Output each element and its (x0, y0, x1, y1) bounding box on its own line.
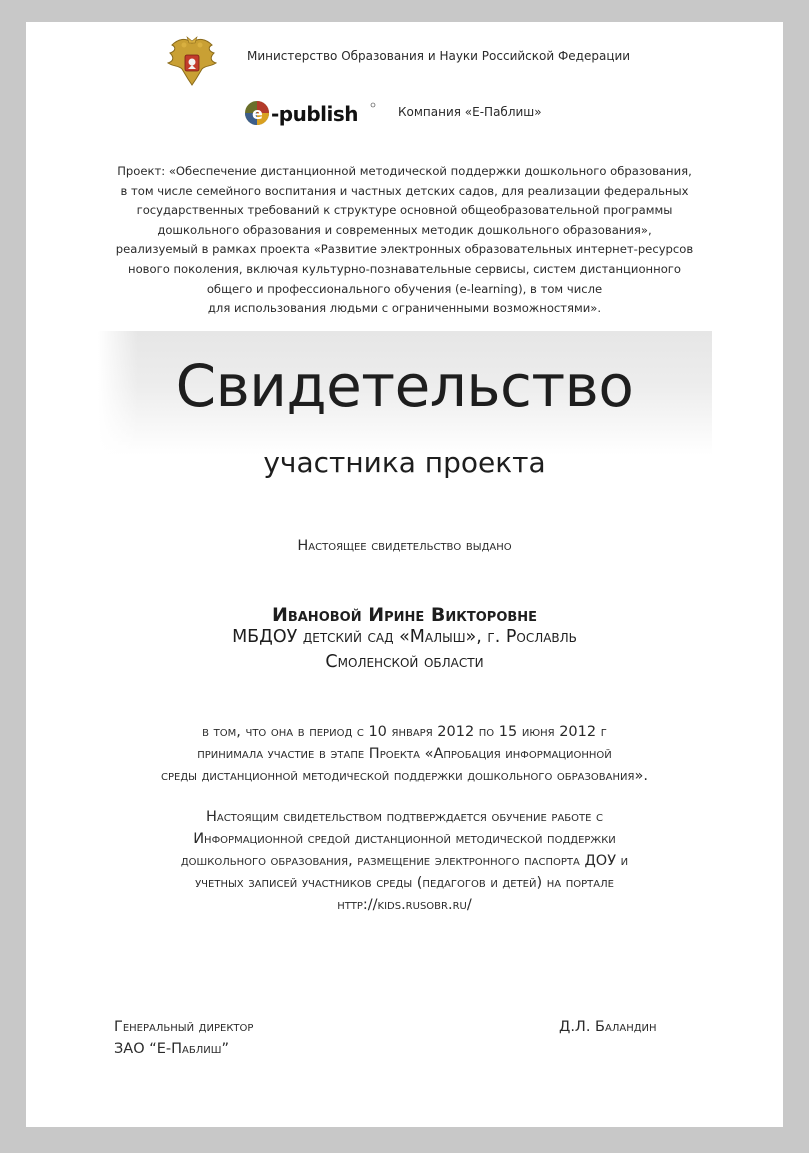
project-line: в том числе семейного воспитания и частных детских садов, для реализации федеральных (120, 183, 689, 198)
organization-line-2: Смоленской области (325, 652, 484, 672)
signer-name: Д.Л. Баландин (559, 1019, 657, 1035)
participation-paragraph (26, 721, 783, 787)
certificate-subtitle: участника проекта (263, 446, 546, 479)
svg-text:e: e (252, 104, 263, 123)
project-line: дошкольного образования и современных методик дошкольного образования», (157, 222, 652, 237)
project-line: для использования людьми с ограниченными возможностями». (207, 301, 602, 316)
project-line: Проект: «Обеспечение дистанционной методической поддержки дошкольного образования, (117, 164, 692, 178)
position-line: Генеральный директор (114, 1019, 254, 1035)
organization-line-1: МБДОУ детский сад «Малыш», г. Рославль (232, 627, 577, 647)
paragraph-line: учетных записей участников среды (педагогов и детей) на портале (195, 875, 614, 891)
paragraph-line: Настоящим свидетельством подтверждается обучение работе с (205, 809, 604, 825)
paragraph-line: в том, что она в период с 10 января 2012 по 15 июня 2012 г (202, 724, 607, 740)
paragraph-line: принимала участие в этапе Проекта «Апробация информационной (197, 746, 612, 762)
portal-url: http://kids.rusobr.ru/ (337, 897, 472, 913)
project-line: нового поколения, включая культурно-познавательные сервисы, систем дистанционного (128, 261, 681, 276)
project-line: государственных требований к структуре основной общеобразовательной программы (136, 203, 673, 218)
position-line: ЗАО “Е-Паблиш” (114, 1041, 229, 1057)
coat-of-arms-icon (164, 35, 220, 89)
issued-to-label: Настоящее свидетельство выдано (297, 538, 512, 554)
svg-text:-publish: -publish (271, 102, 359, 126)
recipient-name: Ивановой Ирине Викторовне (271, 604, 538, 626)
certificate-sheet (26, 22, 783, 1127)
paragraph-line: Информационной средой дистанционной методической поддержки (193, 831, 616, 847)
project-line: реализуемый в рамках проекта «Развитие электронных образовательных интернет-ресурсов (115, 242, 694, 257)
signer-position (114, 1016, 253, 1060)
epublish-logo (244, 98, 376, 128)
confirmation-paragraph (26, 806, 783, 916)
ministry-name: Министерство Образования и Науки Российской Федерации (247, 49, 631, 63)
paragraph-line: дошкольного образования, размещение электронного паспорта ДОУ и (180, 853, 629, 869)
project-description (66, 162, 743, 319)
certificate-title: Свидетельство (175, 352, 634, 420)
paragraph-line: среды дистанционной методической поддержки дошкольного образования». (161, 768, 648, 784)
company-name: Компания «Е-Паблиш» (398, 105, 542, 119)
project-line: общего и профессионального обучения (e-learning), в том числе (206, 281, 603, 296)
